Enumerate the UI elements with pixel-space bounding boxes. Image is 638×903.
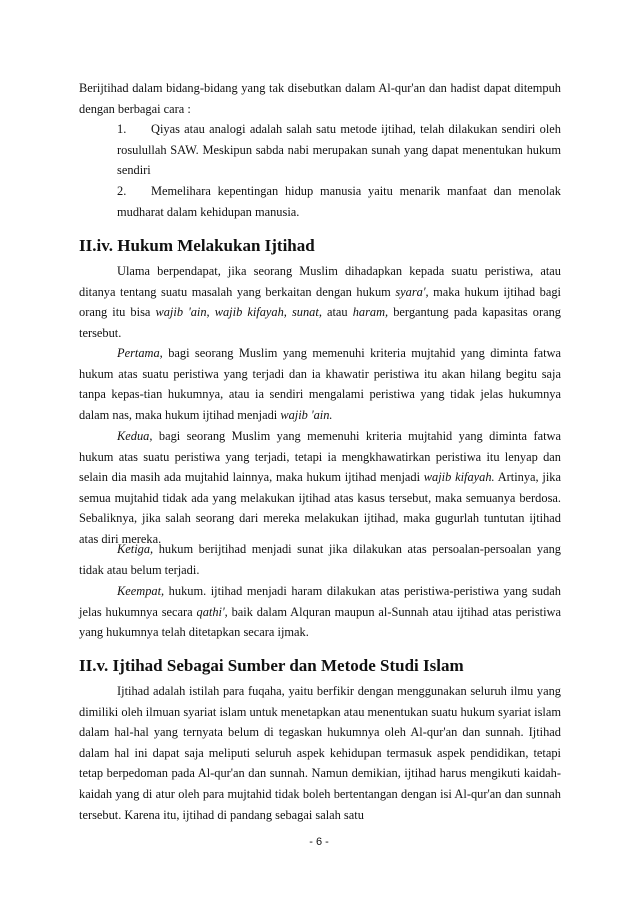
italic-term: qathi', <box>196 604 228 619</box>
italic-term: Pertama, <box>117 346 163 360</box>
list-number: 1. <box>117 122 127 136</box>
list-item <box>117 119 561 181</box>
section-heading: II.iv. Hukum Melakukan Ijtihad <box>79 236 315 255</box>
text-run: baik dalam Alquran maupun al-Sunnah atau ijtihad atas peristiwa yang hukumnya telah ditetapkan secara ijmak. <box>79 604 561 640</box>
list-item <box>117 181 561 222</box>
italic-term: wajib 'ain, wajib kifayah, sunat, <box>155 305 322 320</box>
paragraph: Ijtihad adalah istilah para fuqaha, yaitu berfikir dengan menggunakan seluruh ilmu yang dimiliki oleh ilmuan syariat islam untuk menetapkan atau menentukan suatu hukum syariat islam dalam hal-hal yang ternyata belum di tegaskan hukumnya oleh Al-qur'an dan sunnah. Ijtihad dalam hal ini dapat saja meliputi seluruh aspek kehidupan termasuk aspek pendidikan, tetapi tetap berpedoman pada Al-qur'an dan sunnah. Namun demikian, ijtihad harus mengikuti kaidah-kaidah yang di atur oleh para mujtahid tidak boleh bertentangan dengan isi Al-qur'an dan sunnah tersebut. Karena itu, ijtihad di pandang sebagai salah satu <box>79 684 561 822</box>
paragraph <box>79 426 561 550</box>
italic-term: haram, <box>352 305 389 320</box>
text-run: hukum berijtihad menjadi sunat jika dilakukan atas persoalan-persoalan yang tidak atau belum terjadi. <box>79 542 561 577</box>
list-text: Qiyas atau analogi adalah salah satu metode ijtihad, telah dilakukan sendiri oleh rosulullah SAW. Meskipun sabda nabi merupakan sunah yang dapat menentukan hukum sendiri <box>117 122 561 178</box>
text-run: bagi seorang Muslim yang memenuhi kriteria mujtahid yang diminta fatwa hukum atas suatu peristiwa yang terjadi, tetapi ia mengkhawatirkan peristiwa itu lenyap dan selain dia masih ada mujtahid lainnya, maka hukum ijtihad menjadi <box>79 429 561 485</box>
list-number: 2. <box>117 184 127 198</box>
text-run: hukum. ijtihad menjadi haram dilakukan atas peristiwa-peristiwa yang sudah jelas hukumnya secara <box>79 584 561 619</box>
text-run: Ulama berpendapat, jika seorang Muslim dihadapkan kepada suatu peristiwa, atau ditanya tentang suatu masalah yang berkaitan dengan hukum <box>79 264 561 299</box>
paragraph <box>79 261 561 343</box>
paragraph <box>79 581 561 643</box>
italic-term: Ketiga, <box>117 542 154 556</box>
italic-term: Kedua, <box>117 429 153 443</box>
italic-term: Keempat, <box>117 584 165 598</box>
list-text: Memelihara kepentingan hidup manusia yaitu menarik manfaat dan menolak mudharat dalam kehidupan manusia. <box>117 184 561 219</box>
text-run: maka hukum ijtihad bagi orang itu bisa <box>79 284 561 320</box>
italic-term: syara', <box>395 284 429 299</box>
italic-term: wajib kifayah. <box>423 470 495 485</box>
text-run: Artinya, jika semua mujtahid tidak ada yang melakukan ijtihad atas kasus tersebut, maka semuanya berdosa. Sebaliknya, jika salah seorang dari mereka melakukan ijtihad, maka gugurlah tuntutan ijtihad atas diri mereka. <box>79 470 561 546</box>
paragraph <box>79 343 561 425</box>
paragraph <box>79 539 561 580</box>
text-run: bagi seorang Muslim yang memenuhi kriteria mujtahid yang diminta fatwa hukum atas suatu peristiwa yang terjadi dan ia khawatir peristiwa itu akan hilang begitu saja tanpa kepas-tian hukumnya, atau ia sendiri mengalami peristiwa yang tidak jelas hukumnya dalam nas, maka hukum ijtihad menjadi <box>79 346 561 422</box>
text-run: bergantung pada kapasitas orang tersebut. <box>79 305 561 340</box>
page-number: - 6 - <box>309 836 329 848</box>
text-run: atau <box>321 305 353 320</box>
intro-paragraph: Berijtihad dalam bidang-bidang yang tak disebutkan dalam Al-qur'an dan hadist dapat ditempuh dengan berbagai cara : <box>79 81 561 116</box>
section-heading: II.v. Ijtihad Sebagai Sumber dan Metode Studi Islam <box>79 656 464 675</box>
italic-term: wajib 'ain. <box>280 407 333 422</box>
